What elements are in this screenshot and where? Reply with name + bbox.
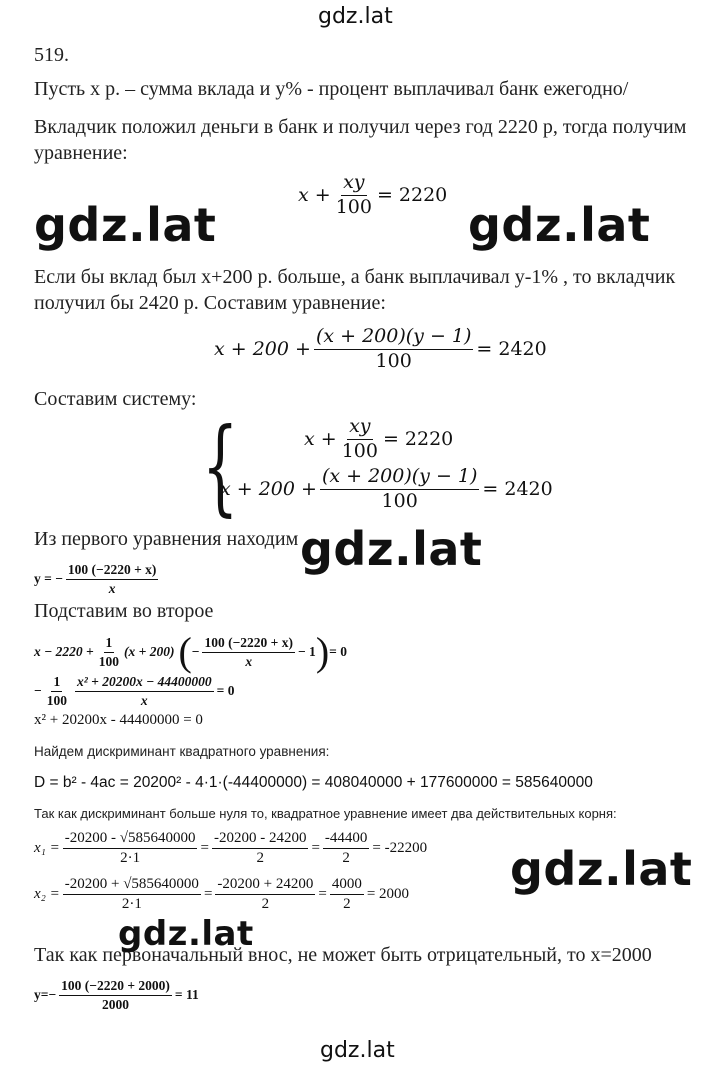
system-eq2-left: x + 200 + <box>220 478 317 501</box>
paragraph-3-line-2: получил бы 2420 р. Составим уравнение: <box>34 292 386 314</box>
x2-fraction-3 <box>330 876 364 914</box>
paragraph-2-line-1: Вкладчик положил деньги в банк и получил через год 2220 р, тогда получим <box>34 116 687 138</box>
x2-denominator-1: 2·1 <box>121 896 142 913</box>
eq2-left: x + 200 + <box>214 338 311 361</box>
system-eq2-right: = 2420 <box>482 478 553 501</box>
paragraph-7: Найдем дискриминант квадратного уравнения: <box>34 744 330 759</box>
equation-final-y <box>34 978 199 1012</box>
paragraph-3-line-1: Если бы вклад был x+200 р. больше, а банк выплачивал y-1% , то вкладчик <box>34 266 676 288</box>
eq1-right: = 2220 <box>376 184 448 207</box>
sub-start: x − 2220 + <box>34 644 94 659</box>
x2-value: = 2000 <box>366 886 410 903</box>
eq2-fraction <box>314 326 473 373</box>
equation-discriminant: D = b² - 4ac = 20200² - 4·1·(-44400000) = 408040000 + 177600000 = 585640000 <box>34 774 593 791</box>
watermark-big-3: gdz.lat <box>300 522 483 576</box>
neg-denominator-1: 100 <box>46 692 67 708</box>
x1-fraction-1 <box>63 830 198 868</box>
final-fraction <box>59 978 172 1012</box>
paragraph-2-line-2: уравнение: <box>34 142 128 164</box>
sub-inner-minus: − <box>191 644 200 659</box>
neg-minus: − <box>34 683 42 699</box>
system-eq2-denominator: 100 <box>381 489 418 512</box>
sub-result: = 0 <box>329 644 347 659</box>
y-numerator: 100 (−2220 + x) <box>66 562 159 580</box>
sub-denominator: 100 <box>98 653 119 669</box>
paragraph-4: Составим систему: <box>34 388 197 410</box>
neg-numerator-1: 1 <box>51 674 62 692</box>
eq1-numerator: xy <box>341 172 366 196</box>
equation-substitution: x − 2220 + $\frac{1}{100}$ (x + 200) ( − $\frac{100 (-2220 + x)}{x}$ − 1 ) = 0 <box>34 629 347 674</box>
y-left: y = − <box>34 571 63 587</box>
final-denominator: 2000 <box>102 996 130 1012</box>
x1-label: x₁ = <box>34 840 60 857</box>
sub-end: − 1 <box>297 644 316 659</box>
paragraph-8: Так как дискриминант больше нуля то, квадратное уравнение имеет два действительных корня: <box>34 806 617 821</box>
x2-denominator-3: 2 <box>343 896 351 913</box>
y-denominator: x <box>108 580 116 596</box>
system-eq1-left: x + <box>304 428 337 451</box>
neg-denominator-2: x <box>140 692 148 708</box>
neg-result: = 0 <box>216 683 235 699</box>
sub-mid: (x + 200) <box>124 644 175 659</box>
x1-denominator-2: 2 <box>256 850 264 867</box>
paragraph-5: Из первого уравнения находим <box>34 528 299 550</box>
system-equation-2 <box>220 466 553 513</box>
system-eq2-numerator: (x + 200)(y − 1) <box>320 466 479 490</box>
watermark-top: gdz.lat <box>318 4 393 29</box>
x1-fraction-2 <box>212 830 309 868</box>
x1-numerator-3: -44400 <box>323 830 370 849</box>
final-numerator: 100 (−2220 + 2000) <box>59 978 172 996</box>
x2-label: x₂ = <box>34 886 60 903</box>
paragraph-9: Так как первоначальный внос, не может быть отрицательный, то x=2000 <box>34 944 652 966</box>
x2-numerator-3: 4000 <box>330 876 364 895</box>
x2-eq-1: = <box>203 886 213 903</box>
paragraph-6: Подставим во второе <box>34 600 214 622</box>
sub-numerator: 1 <box>104 635 115 653</box>
neg-numerator-2: x² + 20200x − 44400000 <box>75 674 214 692</box>
neg-fraction-1 <box>45 674 69 708</box>
system-eq1-numerator: xy <box>347 416 372 440</box>
watermark-big-2: gdz.lat <box>468 198 651 252</box>
sub-fraction <box>97 635 121 669</box>
x1-denominator-1: 2·1 <box>120 850 141 867</box>
sub-inner-denominator: x <box>245 653 253 669</box>
eq2-right: = 2420 <box>476 338 547 361</box>
x2-numerator-2: -20200 + 24200 <box>215 876 315 895</box>
sub-inner-numerator: 100 (−2220 + x) <box>202 635 295 653</box>
system-equation-1 <box>304 416 453 463</box>
equation-negative <box>34 674 234 708</box>
x2-numerator-1: -20200 + √585640000 <box>63 876 201 895</box>
equation-y <box>34 562 161 596</box>
neg-fraction-2 <box>75 674 214 708</box>
x2-denominator-2: 2 <box>261 896 270 913</box>
eq1-left: x + <box>298 184 331 207</box>
task-number: 519. <box>34 44 69 66</box>
watermark-big-4: gdz.lat <box>510 842 693 896</box>
paragraph-1: Пусть x р. – сумма вклада и y% - процент выплачивал банк ежегодно/ <box>34 78 629 100</box>
x1-eq-1: = <box>200 840 209 857</box>
x1-denominator-3: 2 <box>342 850 350 867</box>
equation-quadratic: x² + 20200x - 44400000 = 0 <box>34 712 203 728</box>
equation-x1 <box>34 830 427 868</box>
watermark-big-1: gdz.lat <box>34 198 217 252</box>
eq2-numerator: (x + 200)(y − 1) <box>314 326 473 350</box>
x1-numerator-2: -20200 - 24200 <box>212 830 309 849</box>
watermark-big-5: gdz.lat <box>118 914 254 954</box>
watermark-bottom: gdz.lat <box>320 1038 395 1063</box>
eq1-fraction <box>334 172 374 219</box>
system-eq2-fraction <box>320 466 479 513</box>
x2-fraction-1 <box>63 876 201 914</box>
system-eq1-fraction <box>340 416 380 463</box>
x1-eq-2: = <box>311 840 320 857</box>
x2-fraction-2 <box>215 876 315 914</box>
equation-1 <box>298 172 447 219</box>
eq2-denominator: 100 <box>375 349 412 372</box>
sub-inner-fraction <box>202 635 295 669</box>
system-eq1-right: = 2220 <box>382 428 454 451</box>
equation-x2 <box>34 876 409 914</box>
final-left: y=− <box>34 987 57 1003</box>
x1-fraction-3 <box>323 830 370 868</box>
x1-value: = -22200 <box>372 840 428 857</box>
y-fraction <box>66 562 159 596</box>
equation-2 <box>214 326 547 373</box>
x2-eq-2: = <box>318 886 327 903</box>
eq1-denominator: 100 <box>335 195 372 218</box>
system-brace: { <box>202 405 239 527</box>
final-value: = 11 <box>174 987 199 1003</box>
x1-numerator-1: -20200 - √585640000 <box>63 830 198 849</box>
system-eq1-denominator: 100 <box>341 439 378 462</box>
